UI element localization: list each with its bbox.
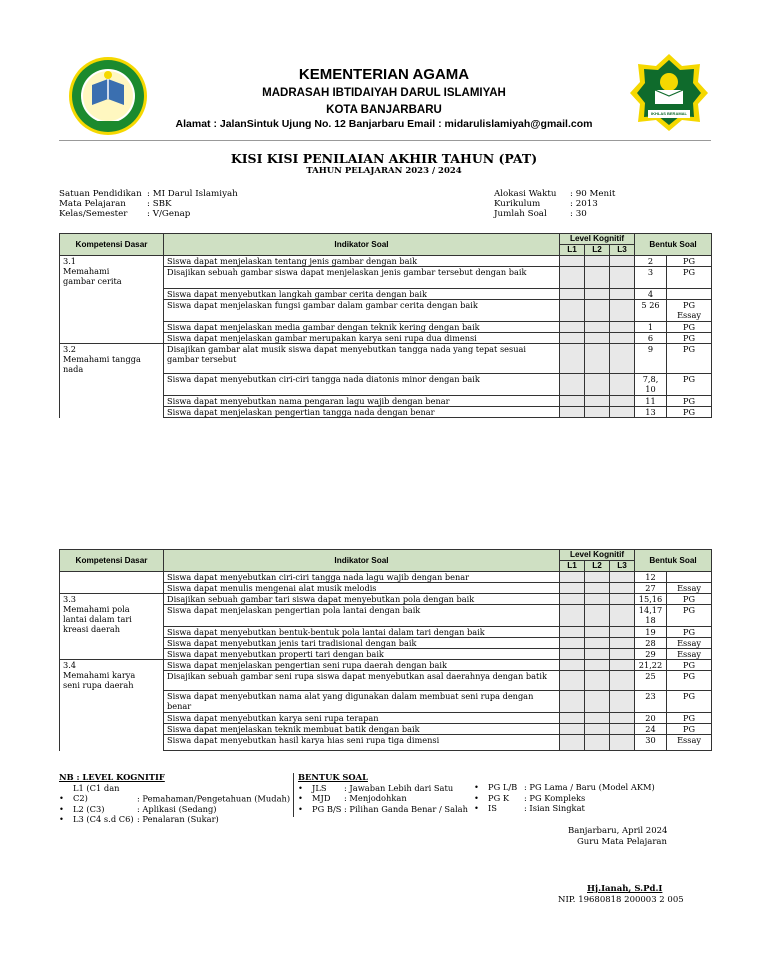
level-l1-cell <box>560 638 585 649</box>
kd-cell <box>60 256 164 344</box>
nomor-soal-cell: 2 <box>635 256 667 267</box>
nb-divider <box>293 773 294 817</box>
bentuk-soal-cell: Essay <box>667 638 712 649</box>
kd-number: 3.3 <box>63 594 77 604</box>
nomor-soal-cell: 9 <box>635 344 667 374</box>
bentuk-soal-cell: Essay <box>667 583 712 594</box>
level-l1-cell <box>560 649 585 660</box>
nomor-soal-cell: 29 <box>635 649 667 660</box>
nomor-soal-cell: 6 <box>635 333 667 344</box>
kd-text: Memahami gambar cerita <box>63 266 122 286</box>
level-l3-cell <box>610 583 635 594</box>
kd-text: Memahami tangga nada <box>63 354 141 374</box>
header-l1: L1 <box>560 561 585 572</box>
level-l3-cell <box>610 267 635 289</box>
level-l1-cell <box>560 735 585 751</box>
indikator-cell: Siswa dapat menjelaskan fungsi gambar dalam gambar cerita dengan baik <box>164 300 560 322</box>
bentuk-soal-cell: Essay <box>667 649 712 660</box>
table-row <box>60 660 712 671</box>
level-l1-cell <box>560 300 585 322</box>
list-key: PG K <box>488 792 510 803</box>
list-key: L3 (C4 s.d C6) <box>73 814 134 824</box>
bentuk-soal-cell: PG <box>667 605 712 627</box>
nomor-soal-cell: 20 <box>635 713 667 724</box>
school-address: Alamat : JalanSintuk Ujung No. 12 Banjarbaru Email : midarulislamiyah@gmail.com <box>175 118 593 130</box>
level-l3-cell <box>610 638 635 649</box>
level-l1-cell <box>560 691 585 713</box>
kd-number: 3.1 <box>63 256 77 266</box>
header-l2: L2 <box>585 561 610 572</box>
ministry-title: KEMENTERIAN AGAMA <box>298 66 470 83</box>
header-bentuk: Bentuk Soal <box>635 234 712 256</box>
kd-text: Memahami karya seni rupa daerah <box>63 670 136 690</box>
info-value: : MI Darul Islamiyah <box>147 189 238 199</box>
indikator-cell: Siswa dapat menjelaskan pengertian tangga nada dengan benar <box>164 407 560 418</box>
level-l1-cell <box>560 627 585 638</box>
level-l2-cell <box>585 724 610 735</box>
logo-right <box>628 52 710 132</box>
bentuk-soal-cell: PG <box>667 256 712 267</box>
level-l3-cell <box>610 605 635 627</box>
header-l1: L1 <box>560 245 585 256</box>
level-l1-cell <box>560 256 585 267</box>
level-l3-cell <box>610 671 635 691</box>
info-row <box>59 189 359 199</box>
indikator-cell: Siswa dapat menjelaskan teknik membuat batik dengan baik <box>164 724 560 735</box>
bentuk-soal-cell: PG <box>667 322 712 333</box>
list-item <box>59 783 291 804</box>
kisi-table-2 <box>59 549 712 751</box>
level-l3-cell <box>610 300 635 322</box>
header-level: Level Kognitif <box>560 234 635 245</box>
level-l2-cell <box>585 322 610 333</box>
info-left <box>59 189 359 219</box>
level-l2-cell <box>585 572 610 583</box>
kd-cell <box>60 344 164 418</box>
level-l2-cell <box>585 605 610 627</box>
nb-bentuk-soal <box>298 772 478 814</box>
indikator-cell: Siswa dapat menyebutkan jenis tari tradisional dengan baik <box>164 638 560 649</box>
list-item <box>474 782 674 793</box>
indikator-cell: Disajikan gambar alat musik siswa dapat menyebutkan tangga nada yang tepat sesuai gambar tersebut <box>164 344 560 374</box>
bentuk-soal-cell: PG <box>667 627 712 638</box>
indikator-cell: Siswa dapat menyebutkan nama alat yang digunakan dalam membuat seni rupa dengan benar <box>164 691 560 713</box>
list-item <box>298 804 478 815</box>
nomor-soal-cell: 15,16 <box>635 594 667 605</box>
nb-level-kognitif <box>59 772 291 825</box>
info-row <box>494 189 694 199</box>
list-value: : Pemahaman/Pengetahuan (Mudah) <box>137 793 291 803</box>
indikator-cell: Siswa dapat menyebutkan langkah gambar cerita dengan baik <box>164 289 560 300</box>
list-key: PG L/B <box>488 782 518 792</box>
document-title: KISI KISI PENILAIAN AKHIR TAHUN (PAT) <box>230 151 538 166</box>
level-l3-cell <box>610 660 635 671</box>
table-row <box>60 572 712 583</box>
list-value: : PG Lama / Baru (Model AKM) <box>524 782 655 792</box>
indikator-cell: Siswa dapat menyebutkan ciri-ciri tangga nada diatonis minor dengan baik <box>164 374 560 396</box>
bentuk-soal-cell: Essay <box>667 735 712 751</box>
info-value: : SBK <box>147 199 172 209</box>
indikator-cell: Siswa dapat menjelaskan pengertian seni rupa daerah dengan baik <box>164 660 560 671</box>
level-l2-cell <box>585 344 610 374</box>
info-value: : V/Genap <box>147 209 191 219</box>
list-value: : Isian Singkat <box>524 803 585 813</box>
signature-block <box>568 826 718 848</box>
nomor-soal-cell: 24 <box>635 724 667 735</box>
indikator-cell: Siswa dapat menyebutkan bentuk-bentuk pola lantai dalam tari dengan baik <box>164 627 560 638</box>
nb-bentuk-head: BENTUK SOAL <box>298 772 368 782</box>
level-l2-cell <box>585 289 610 300</box>
level-l1-cell <box>560 396 585 407</box>
level-l2-cell <box>585 583 610 594</box>
nomor-soal-cell: 28 <box>635 638 667 649</box>
header-l3: L3 <box>610 245 635 256</box>
nomor-soal-cell: 1 <box>635 322 667 333</box>
nb-level-head: NB : LEVEL KOGNITIF <box>59 772 165 782</box>
list-item <box>298 793 478 804</box>
table-row <box>60 256 712 267</box>
nomor-soal-cell: 7,8, 10 <box>635 374 667 396</box>
info-row <box>59 209 359 219</box>
level-l2-cell <box>585 267 610 289</box>
level-l3-cell <box>610 649 635 660</box>
list-key: JLS <box>312 782 327 793</box>
level-l3-cell <box>610 396 635 407</box>
list-value: : Penalaran (Sukar) <box>137 814 219 824</box>
signature-name: Hj.Ianah, S.Pd.I <box>587 884 663 894</box>
kd-cell <box>60 594 164 660</box>
school-name: MADRASAH IBTIDAIYAH DARUL ISLAMIYAH <box>262 87 506 99</box>
nb-bentuk-soal-2 <box>474 782 674 814</box>
level-l2-cell <box>585 638 610 649</box>
info-value: : 90 Menit <box>570 189 616 199</box>
signature-role: Guru Mata Pelajaran <box>577 837 667 847</box>
list-value: : Aplikasi (Sedang) <box>137 803 217 814</box>
nomor-soal-cell: 4 <box>635 289 667 300</box>
list-value: : PG Kompleks <box>524 792 586 803</box>
nomor-soal-cell: 5 26 <box>635 300 667 322</box>
school-emblem-icon <box>66 55 150 137</box>
level-l1-cell <box>560 572 585 583</box>
bentuk-soal-cell: PG <box>667 671 712 691</box>
info-value: : 2013 <box>570 199 598 209</box>
bentuk-soal-cell: PG <box>667 724 712 735</box>
header-l2: L2 <box>585 245 610 256</box>
indikator-cell: Siswa dapat menyebutkan ciri-ciri tangga nada lagu wajib dengan benar <box>164 572 560 583</box>
level-l3-cell <box>610 627 635 638</box>
list-item <box>298 783 478 794</box>
list-value: : Pilihan Ganda Benar / Salah <box>344 803 468 814</box>
bentuk-soal-cell <box>667 289 712 300</box>
indikator-cell: Siswa dapat menjelaskan pengertian pola lantai dengan baik <box>164 605 560 627</box>
nomor-soal-cell: 3 <box>635 267 667 289</box>
header-level: Level Kognitif <box>560 550 635 561</box>
level-l1-cell <box>560 583 585 594</box>
bentuk-soal-cell <box>667 572 712 583</box>
level-l2-cell <box>585 671 610 691</box>
kd-text: Memahami pola lantai dalam tari kreasi daerah <box>63 604 132 634</box>
bentuk-soal-cell: PG <box>667 344 712 374</box>
level-l2-cell <box>585 627 610 638</box>
level-l2-cell <box>585 396 610 407</box>
level-l1-cell <box>560 407 585 418</box>
level-l3-cell <box>610 322 635 333</box>
nomor-soal-cell: 19 <box>635 627 667 638</box>
indikator-cell: Siswa dapat menjelaskan media gambar dengan teknik kering dengan baik <box>164 322 560 333</box>
level-l2-cell <box>585 256 610 267</box>
list-item <box>59 804 291 815</box>
level-l2-cell <box>585 649 610 660</box>
info-label: Kurikulum <box>494 199 541 209</box>
bentuk-soal-cell: PG <box>667 396 712 407</box>
indikator-cell: Siswa dapat menyebutkan properti tari dengan baik <box>164 649 560 660</box>
level-l2-cell <box>585 735 610 751</box>
indikator-cell: Siswa dapat menyebutkan nama pengaran lagu wajib dengan benar <box>164 396 560 407</box>
level-l3-cell <box>610 374 635 396</box>
level-l1-cell <box>560 594 585 605</box>
indikator-cell: Siswa dapat menulis mengenai alat musik melodis <box>164 583 560 594</box>
bentuk-soal-cell: PG <box>667 374 712 396</box>
level-l3-cell <box>610 735 635 751</box>
signature-place-date: Banjarbaru, April 2024 <box>568 826 668 836</box>
list-value: : Jawaban Lebih dari Satu <box>344 782 454 793</box>
level-l1-cell <box>560 267 585 289</box>
nomor-soal-cell: 12 <box>635 572 667 583</box>
header-kompetensi: Kompetensi Dasar <box>60 550 164 572</box>
kop-divider <box>59 140 711 141</box>
nomor-soal-cell: 25 <box>635 671 667 691</box>
level-l3-cell <box>610 289 635 300</box>
info-right <box>494 189 694 219</box>
level-l3-cell <box>610 713 635 724</box>
kd-number: 3.2 <box>63 344 77 354</box>
nomor-soal-cell: 27 <box>635 583 667 594</box>
document-subtitle: TAHUN PELAJARAN 2023 / 2024 <box>306 166 462 176</box>
list-item <box>474 803 674 814</box>
list-item <box>474 793 674 804</box>
level-l1-cell <box>560 713 585 724</box>
level-l1-cell <box>560 333 585 344</box>
kd-cell <box>60 660 164 751</box>
logo-ribbon-text: IKHLAS BERAMAL <box>651 111 687 116</box>
nomor-soal-cell: 11 <box>635 396 667 407</box>
level-l2-cell <box>585 333 610 344</box>
level-l1-cell <box>560 374 585 396</box>
indikator-cell: Disajikan sebuah gambar siswa dapat menjelaskan jenis gambar tersebut dengan baik <box>164 267 560 289</box>
nomor-soal-cell: 30 <box>635 735 667 751</box>
bentuk-soal-cell: PG <box>667 691 712 713</box>
kemenag-emblem-icon <box>628 52 710 132</box>
level-l2-cell <box>585 713 610 724</box>
indikator-cell: Siswa dapat menjelaskan tentang jenis gambar dengan baik <box>164 256 560 267</box>
level-l1-cell <box>560 671 585 691</box>
list-key: MJD <box>312 793 331 803</box>
level-l2-cell <box>585 300 610 322</box>
city-name: KOTA BANJARBARU <box>326 104 442 116</box>
indikator-cell: Disajikan sebuah gambar tari siswa dapat menyebutkan pola dengan baik <box>164 594 560 605</box>
level-l2-cell <box>585 407 610 418</box>
level-l3-cell <box>610 333 635 344</box>
level-l3-cell <box>610 724 635 735</box>
nomor-soal-cell: 23 <box>635 691 667 713</box>
info-value: : 30 <box>570 209 587 219</box>
info-row <box>59 199 359 209</box>
info-label: Jumlah Soal <box>494 209 547 219</box>
level-l3-cell <box>610 572 635 583</box>
list-key: IS <box>488 803 497 813</box>
info-label: Satuan Pendidikan <box>59 189 142 199</box>
bentuk-soal-cell: PG <box>667 594 712 605</box>
header-indikator: Indikator Soal <box>164 234 560 256</box>
kisi-table-1 <box>59 233 712 418</box>
kd-number: 3.4 <box>63 660 77 670</box>
level-l3-cell <box>610 344 635 374</box>
bentuk-soal-cell: PG <box>667 407 712 418</box>
nomor-soal-cell: 13 <box>635 407 667 418</box>
level-l3-cell <box>610 691 635 713</box>
list-value: : Menjodohkan <box>344 793 407 803</box>
signature-nip: NIP. 19680818 200003 2 005 <box>558 895 684 905</box>
header-indikator: Indikator Soal <box>164 550 560 572</box>
logo-left <box>66 55 150 137</box>
level-l1-cell <box>560 289 585 300</box>
bentuk-soal-cell: PG <box>667 713 712 724</box>
level-l1-cell <box>560 344 585 374</box>
indikator-cell: Siswa dapat menyebutkan karya seni rupa terapan <box>164 713 560 724</box>
bentuk-soal-cell: PG Essay <box>667 300 712 322</box>
info-row <box>494 199 694 209</box>
list-item <box>59 814 291 825</box>
info-label: Mata Pelajaran <box>59 199 126 209</box>
header-bentuk: Bentuk Soal <box>635 550 712 572</box>
level-l3-cell <box>610 256 635 267</box>
bentuk-soal-cell: PG <box>667 267 712 289</box>
list-key: L2 (C3) <box>73 803 105 814</box>
kd-cell <box>60 572 164 594</box>
nomor-soal-cell: 21,22 <box>635 660 667 671</box>
level-l1-cell <box>560 322 585 333</box>
header-kompetensi: Kompetensi Dasar <box>60 234 164 256</box>
info-label: Kelas/Semester <box>59 209 128 219</box>
list-key: PG B/S <box>312 803 342 814</box>
level-l2-cell <box>585 660 610 671</box>
bentuk-soal-cell: PG <box>667 660 712 671</box>
level-l1-cell <box>560 660 585 671</box>
level-l1-cell <box>560 605 585 627</box>
level-l2-cell <box>585 374 610 396</box>
table-row <box>60 594 712 605</box>
indikator-cell: Siswa dapat menjelaskan gambar merupakan karya seni rupa dua dimensi <box>164 333 560 344</box>
indikator-cell: Siswa dapat menyebutkan hasil karya hias seni rupa tiga dimensi <box>164 735 560 751</box>
indikator-cell: Disajikan sebuah gambar seni rupa siswa dapat menyebutkan asal daerahnya dengan batik <box>164 671 560 691</box>
header-l3: L3 <box>610 561 635 572</box>
level-l2-cell <box>585 691 610 713</box>
table-row <box>60 344 712 374</box>
level-l2-cell <box>585 594 610 605</box>
level-l3-cell <box>610 407 635 418</box>
info-row <box>494 209 694 219</box>
bentuk-soal-cell: PG <box>667 333 712 344</box>
info-label: Alokasi Waktu <box>494 189 557 199</box>
nomor-soal-cell: 14,17 18 <box>635 605 667 627</box>
level-l1-cell <box>560 724 585 735</box>
level-l3-cell <box>610 594 635 605</box>
list-key: L1 (C1 dan C2) <box>73 782 120 803</box>
